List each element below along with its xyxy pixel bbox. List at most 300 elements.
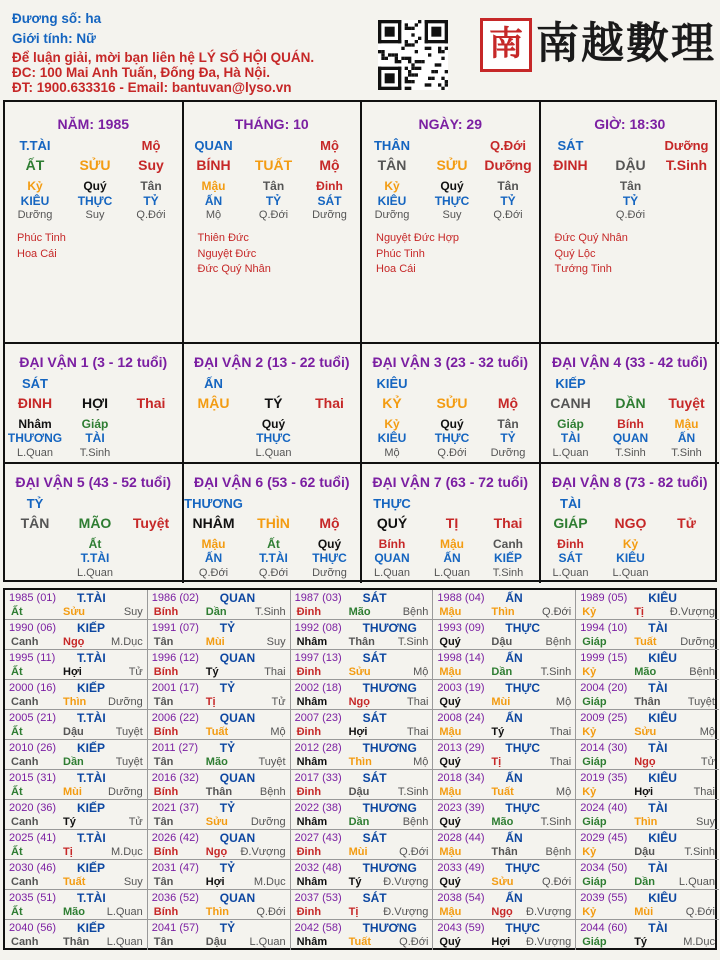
hidden-stems-item: Bính xyxy=(378,537,406,551)
year-god: ẤN xyxy=(505,891,523,905)
year-cell[interactable] xyxy=(148,920,291,950)
hidden-stems-item: Quý xyxy=(83,179,107,193)
year-branch: Dậu xyxy=(634,846,655,858)
year-cell[interactable] xyxy=(576,740,719,770)
year-stage: Q.Đới xyxy=(256,906,286,918)
year-god: KIÊU xyxy=(648,831,677,845)
year-stem: Kỷ xyxy=(582,606,597,618)
star-label: Thiên Đức xyxy=(197,232,249,244)
year-label: 1992 (08) xyxy=(294,622,342,634)
year-stage: M.Dục xyxy=(111,846,143,858)
year-stem: Giáp xyxy=(582,876,607,888)
year-branch: Thân xyxy=(63,936,90,948)
year-cell[interactable] xyxy=(5,710,148,740)
year-cell[interactable] xyxy=(5,740,148,770)
year-stage: Thai xyxy=(264,666,286,678)
dai-van-2[interactable] xyxy=(184,342,363,463)
stem-branch-item: ĐINH xyxy=(17,395,53,411)
pillar-title: GIỜ: 18:30 xyxy=(594,116,666,132)
year-god: QUAN xyxy=(219,891,256,905)
year-cell[interactable] xyxy=(291,710,434,740)
year-stage: Tuyệt xyxy=(258,756,286,768)
year-cell[interactable] xyxy=(291,590,434,620)
year-cell[interactable] xyxy=(5,830,148,860)
year-cell[interactable] xyxy=(291,800,434,830)
year-cell[interactable] xyxy=(433,890,576,920)
year-stage: Thai xyxy=(549,726,572,738)
year-cell[interactable] xyxy=(576,590,719,620)
year-branch: Tuất xyxy=(491,786,514,798)
ten-god-top-item: Q.Đới xyxy=(490,138,526,153)
year-cell[interactable] xyxy=(433,680,576,710)
year-stem: Đinh xyxy=(296,606,322,618)
year-label: 2029 (45) xyxy=(580,832,628,844)
year-stage: Bệnh xyxy=(545,636,572,648)
year-cell[interactable] xyxy=(5,590,148,620)
life-stages-item: Dưỡng xyxy=(17,209,53,221)
year-stem: Giáp xyxy=(582,636,607,648)
year-cell[interactable] xyxy=(148,890,291,920)
year-god: TÀI xyxy=(648,741,668,755)
life-stages-item: Suy xyxy=(442,209,462,221)
year-cell[interactable] xyxy=(148,740,291,770)
year-stem: Canh xyxy=(11,816,39,828)
year-branch: Dần xyxy=(634,876,655,888)
life-stages-item: Mộ xyxy=(384,447,400,459)
year-branch: Hợi xyxy=(205,876,225,888)
stem-branch-item: MẬU xyxy=(197,395,230,411)
star-label: Hoa Cái xyxy=(376,263,416,275)
star-label: Hoa Cái xyxy=(17,247,57,260)
year-cell[interactable] xyxy=(433,650,576,680)
year-god: ẤN xyxy=(505,651,523,665)
year-god: THỰC xyxy=(505,681,541,695)
year-branch: Tuất xyxy=(205,726,229,738)
year-cell[interactable] xyxy=(5,800,148,830)
year-cell[interactable] xyxy=(433,620,576,650)
year-god: T.TÀI xyxy=(77,831,106,845)
year-god: ẤN xyxy=(505,831,523,845)
stem-branch-item: THÌN xyxy=(257,515,290,531)
year-stem: Nhâm xyxy=(296,876,328,888)
hidden-gods-item: KIÊU xyxy=(377,194,407,208)
year-label: 2039 (55) xyxy=(580,892,628,904)
year-branch: Ngọ xyxy=(63,636,85,648)
hidden-gods-item: KIÊU xyxy=(616,551,645,565)
dai-van-title: ĐẠI VẬN 1 (3 - 12 tuổi) xyxy=(19,354,168,370)
year-stem: Bính xyxy=(153,666,179,678)
hidden-gods-item: THƯƠNG xyxy=(7,431,63,445)
life-stages-item: T.Sinh xyxy=(615,447,646,459)
hidden-stems-item: Quý xyxy=(440,417,464,431)
year-label: 2012 (28) xyxy=(294,742,342,754)
year-cell[interactable] xyxy=(433,920,576,950)
hidden-gods-item: THỰC xyxy=(77,194,113,208)
year-label: 2013 (29) xyxy=(437,742,485,754)
qr-code-icon[interactable] xyxy=(378,20,448,90)
year-branch: Thìn xyxy=(205,906,230,918)
year-branch: Thân xyxy=(634,696,661,708)
dai-van-7[interactable] xyxy=(362,462,541,583)
year-cell[interactable] xyxy=(576,710,719,740)
year-god: KIÊU xyxy=(648,711,677,725)
year-god: THỰC xyxy=(505,921,541,935)
year-god: KIÊU xyxy=(648,891,677,905)
year-cell[interactable] xyxy=(433,740,576,770)
pillar-title: THÁNG: 10 xyxy=(234,116,309,132)
ten-god-top-item: QUAN xyxy=(194,138,233,153)
dai-van-god-label: KIẾP xyxy=(555,376,586,391)
year-branch: Tuất xyxy=(348,936,371,948)
year-cell[interactable] xyxy=(433,860,576,890)
year-cell[interactable] xyxy=(148,800,291,830)
year-cell[interactable] xyxy=(576,830,719,860)
year-branch: Mùi xyxy=(634,906,654,918)
year-cell[interactable] xyxy=(291,680,434,710)
stem-branch-item: Suy xyxy=(138,157,164,173)
year-god: KIÊU xyxy=(648,651,677,665)
year-label: 2015 (31) xyxy=(9,772,57,784)
contact-line-1: Để luận giải, mời bạn liên hệ LÝ SỐ HỘI QUÁN. xyxy=(12,50,315,65)
year-stage: T.Sinh xyxy=(397,636,429,648)
stem-branch-item: ẤT xyxy=(25,157,45,173)
year-stem: Đinh xyxy=(296,786,322,798)
year-god: T.TÀI xyxy=(77,651,106,665)
hidden-gods-item: T.TÀI xyxy=(80,551,110,565)
dai-van-5[interactable] xyxy=(5,462,184,583)
year-branch: Thìn xyxy=(491,606,515,618)
year-stem: Quý xyxy=(439,816,461,828)
year-stem: Tân xyxy=(153,876,174,888)
year-stage: Đ.Vượng xyxy=(526,906,572,918)
year-stage: Tử xyxy=(700,756,715,768)
year-stage: T.Sinh xyxy=(540,816,572,828)
year-god: THƯƠNG xyxy=(362,921,417,935)
year-stage: Dưỡng xyxy=(108,786,143,798)
life-stages-item: L.Quan xyxy=(433,567,471,579)
hidden-stems-item: Bính xyxy=(617,417,644,431)
dai-van-6[interactable] xyxy=(184,462,363,583)
year-branch: Ngọ xyxy=(205,846,228,858)
dai-van-4[interactable] xyxy=(541,342,720,463)
year-label: 2021 (37) xyxy=(151,802,199,814)
year-label: 1986 (02) xyxy=(151,592,199,604)
year-cell[interactable] xyxy=(433,710,576,740)
year-cell[interactable] xyxy=(576,860,719,890)
year-stage: Thai xyxy=(693,786,715,798)
year-label: 2034 (50) xyxy=(580,862,628,874)
hidden-gods-item: THỰC xyxy=(434,431,470,445)
life-stages-item: Dưỡng xyxy=(312,567,347,579)
stem-branch-item: SỬU xyxy=(436,157,468,173)
year-cell[interactable] xyxy=(433,770,576,800)
year-cell[interactable] xyxy=(576,920,719,950)
year-stem: Quý xyxy=(439,756,461,768)
year-cell[interactable] xyxy=(291,920,434,950)
year-cell[interactable] xyxy=(5,770,148,800)
contact-phone-email[interactable]: ĐT: 1900.633316 - Email: bantuvan@lyso.vn xyxy=(12,80,292,95)
year-label: 2043 (59) xyxy=(437,922,485,934)
hidden-gods-item: TỶ xyxy=(500,194,516,208)
year-cell[interactable] xyxy=(5,620,148,650)
year-stage: Tử xyxy=(128,816,143,828)
year-branch: Tý xyxy=(491,726,505,738)
year-stem: Giáp xyxy=(582,816,607,828)
hidden-stems-item: Quý xyxy=(317,537,342,551)
stem-branch-item: Dưỡng xyxy=(484,157,532,173)
life-stages-item: L.Quan xyxy=(373,567,411,579)
year-branch: Tị xyxy=(63,846,73,858)
year-cell[interactable] xyxy=(148,680,291,710)
year-label: 1997 (13) xyxy=(294,652,342,664)
year-stem: Nhâm xyxy=(296,756,328,768)
year-god: THƯƠNG xyxy=(362,681,417,695)
year-stage: Đ.Vượng xyxy=(383,876,429,888)
stem-branch-item: T.Sinh xyxy=(665,157,708,173)
year-cell[interactable] xyxy=(291,770,434,800)
year-label: 2014 (30) xyxy=(580,742,628,754)
year-branch: Dậu xyxy=(63,726,84,738)
star-label: Phúc Tinh xyxy=(17,232,66,244)
year-branch: Dậu xyxy=(348,786,370,798)
year-cell[interactable] xyxy=(576,800,719,830)
dai-van-title: ĐẠI VẬN 7 (63 - 72 tuổi) xyxy=(372,474,529,490)
year-stem: Tân xyxy=(153,696,174,708)
stem-branch-item: Tuyệt xyxy=(668,395,705,411)
year-god: TỶ xyxy=(219,741,236,755)
year-cell[interactable] xyxy=(291,740,434,770)
year-stem: Kỷ xyxy=(582,846,597,858)
year-branch: Mùi xyxy=(491,696,511,708)
hidden-stems-item: Kỷ xyxy=(622,537,639,551)
year-stage: Suy xyxy=(123,606,143,618)
year-cell[interactable] xyxy=(291,860,434,890)
year-cell[interactable] xyxy=(5,860,148,890)
year-label: 2003 (19) xyxy=(437,682,485,694)
year-stem: Mậu xyxy=(439,906,462,918)
year-stem: Canh xyxy=(11,756,39,768)
year-cell[interactable] xyxy=(576,620,719,650)
year-cell[interactable] xyxy=(148,860,291,890)
dai-van-god-label: KIÊU xyxy=(376,376,408,391)
year-god: THƯƠNG xyxy=(362,621,417,635)
year-stem: Bính xyxy=(153,846,179,858)
year-label: 2007 (23) xyxy=(294,712,342,724)
year-label: 2022 (38) xyxy=(294,802,342,814)
pillar-grid xyxy=(3,100,717,582)
year-stage: L.Quan xyxy=(106,906,143,918)
year-stem: Ất xyxy=(11,786,23,798)
year-label: 2008 (24) xyxy=(437,712,485,724)
pillar-3 xyxy=(541,102,720,342)
year-cell[interactable] xyxy=(433,830,576,860)
year-cell[interactable] xyxy=(433,800,576,830)
year-stage: Mộ xyxy=(413,666,429,678)
year-cell[interactable] xyxy=(433,590,576,620)
year-label: 2026 (42) xyxy=(151,832,199,844)
year-label: 1991 (07) xyxy=(151,622,199,634)
year-stem: Nhâm xyxy=(296,816,328,828)
year-stem: Đinh xyxy=(296,726,322,738)
hidden-gods-item: ẤN xyxy=(204,551,223,565)
year-label: 2019 (35) xyxy=(580,772,628,784)
year-god: THỰC xyxy=(505,621,541,635)
ten-god-top-item: SÁT xyxy=(557,138,584,153)
hidden-stems-item: Mậu xyxy=(674,417,699,431)
year-cell[interactable] xyxy=(5,680,148,710)
hidden-gods-item: THỰC xyxy=(312,551,347,565)
year-branch: Tị xyxy=(205,696,216,708)
year-god: QUAN xyxy=(219,651,256,665)
year-label: 2030 (46) xyxy=(9,862,57,874)
ten-god-top-item: Mộ xyxy=(320,138,339,153)
year-stem: Nhâm xyxy=(296,636,328,648)
stem-branch-item: Thai xyxy=(136,395,166,411)
hidden-gods-item: SÁT xyxy=(317,194,342,208)
year-stage: Suy xyxy=(266,636,286,648)
year-cell[interactable] xyxy=(148,710,291,740)
stem-branch-item: MÃO xyxy=(78,515,112,531)
hidden-gods-item: ẤN xyxy=(677,431,696,445)
year-branch: Thìn xyxy=(63,696,87,708)
year-cell[interactable] xyxy=(148,620,291,650)
year-cell[interactable] xyxy=(576,650,719,680)
hidden-stems-item: Mậu xyxy=(440,537,464,551)
stem-branch-item: NHÂM xyxy=(192,515,235,531)
year-god: ẤN xyxy=(505,591,523,605)
year-god: TỶ xyxy=(219,921,236,935)
year-stem: Ất xyxy=(11,606,23,618)
star-label: Tướng Tinh xyxy=(554,263,612,275)
year-cell[interactable] xyxy=(5,920,148,950)
year-label: 2010 (26) xyxy=(9,742,57,754)
year-stage: L.Quan xyxy=(106,936,143,948)
year-cell[interactable] xyxy=(5,650,148,680)
year-god: T.TÀI xyxy=(77,891,106,905)
year-branch: Dần xyxy=(63,756,84,768)
year-stem: Quý xyxy=(439,696,461,708)
year-god: TÀI xyxy=(648,681,668,695)
stem-branch-item: HỢI xyxy=(82,395,108,411)
year-god: T.TÀI xyxy=(77,591,106,605)
year-stem: Nhâm xyxy=(296,936,328,948)
year-cell[interactable] xyxy=(576,680,719,710)
year-cell[interactable] xyxy=(291,620,434,650)
year-branch: Mùi xyxy=(205,636,225,648)
life-stages-item: Suy xyxy=(85,209,105,221)
stem-branch-item: CANH xyxy=(550,395,591,411)
year-label: 2006 (22) xyxy=(151,712,199,724)
stem-branch-item: Mộ xyxy=(497,395,519,411)
pillar-title: NĂM: 1985 xyxy=(57,116,130,132)
star-label: Quý Lộc xyxy=(554,247,596,260)
year-god: QUAN xyxy=(219,711,256,725)
year-branch: Tị xyxy=(634,606,644,618)
year-branch: Tị xyxy=(491,756,502,768)
year-stem: Giáp xyxy=(582,696,607,708)
year-branch: Dần xyxy=(205,606,227,618)
year-cell[interactable] xyxy=(291,890,434,920)
year-branch: Thân xyxy=(348,636,375,648)
year-stem: Bính xyxy=(153,906,179,918)
year-stem: Ất xyxy=(11,726,23,738)
year-branch: Mão xyxy=(348,606,371,618)
year-cell[interactable] xyxy=(291,650,434,680)
hidden-stems-item: Tân xyxy=(262,179,285,193)
year-label: 1993 (09) xyxy=(437,622,485,634)
year-stage: Suy xyxy=(696,816,715,828)
year-cell[interactable] xyxy=(148,830,291,860)
year-stage: L.Quan xyxy=(249,936,286,948)
year-god: KIẾP xyxy=(77,861,106,875)
year-stem: Kỷ xyxy=(582,786,597,798)
year-cell[interactable] xyxy=(148,770,291,800)
stem-branch-item: DẬU xyxy=(615,157,646,173)
year-branch: Mão xyxy=(205,756,228,768)
year-god: SÁT xyxy=(362,711,387,725)
hidden-stems-item: Giáp xyxy=(557,417,584,431)
year-branch: Sửu xyxy=(491,876,514,888)
year-label: 2038 (54) xyxy=(437,892,485,904)
year-stem: Đinh xyxy=(296,906,322,918)
year-stage: Q.Đới xyxy=(399,846,429,858)
year-stem: Quý xyxy=(439,936,461,948)
life-stages-item: L.Quan xyxy=(76,567,114,579)
year-branch: Tý xyxy=(63,816,76,828)
year-branch: Tuất xyxy=(63,876,86,888)
year-cell[interactable] xyxy=(5,890,148,920)
life-stages-item: L.Quan xyxy=(552,447,589,459)
year-stage: Mộ xyxy=(555,786,572,798)
life-stages-item: L.Quan xyxy=(612,567,649,579)
year-cell[interactable] xyxy=(148,650,291,680)
dai-van-god-label: THỰC xyxy=(373,496,411,511)
year-label: 2031 (47) xyxy=(151,862,199,874)
year-branch: Mão xyxy=(491,816,514,828)
year-stem: Giáp xyxy=(582,756,607,768)
stem-branch-item: Thai xyxy=(493,515,523,531)
year-cell[interactable] xyxy=(576,890,719,920)
year-cell[interactable] xyxy=(576,770,719,800)
ten-god-top-item: Dưỡng xyxy=(664,138,709,153)
gender: Giới tính: Nữ xyxy=(12,31,96,46)
year-stem: Quý xyxy=(439,636,461,648)
year-god: T.TÀI xyxy=(77,711,106,725)
year-stem: Bính xyxy=(153,606,179,618)
dai-van-3[interactable] xyxy=(362,342,541,463)
year-stage: Đ.Vượng xyxy=(383,906,429,918)
stem-branch-item: TUẤT xyxy=(254,157,293,173)
year-stage: Mộ xyxy=(270,726,286,738)
year-cell[interactable] xyxy=(148,590,291,620)
year-branch: Hợi xyxy=(634,786,654,798)
pillar-1 xyxy=(184,102,363,342)
pillar-0 xyxy=(5,102,184,342)
dai-van-title: ĐẠI VẬN 3 (23 - 32 tuổi) xyxy=(372,354,529,370)
hidden-stems-item: Đinh xyxy=(557,537,584,551)
dai-van-8[interactable] xyxy=(541,462,720,583)
hidden-gods-item: QUAN xyxy=(374,551,410,565)
year-label: 2018 (34) xyxy=(437,772,485,784)
year-cell[interactable] xyxy=(291,830,434,860)
year-god: KIÊU xyxy=(648,591,677,605)
hidden-stems-item: Giáp xyxy=(81,417,109,431)
hidden-stems-item: Quý xyxy=(440,179,464,193)
dai-van-1[interactable] xyxy=(5,342,184,463)
ten-god-top-item: THÂN xyxy=(373,138,411,153)
hidden-gods-item: TÀI xyxy=(560,431,581,445)
year-label: 2042 (58) xyxy=(294,922,342,934)
